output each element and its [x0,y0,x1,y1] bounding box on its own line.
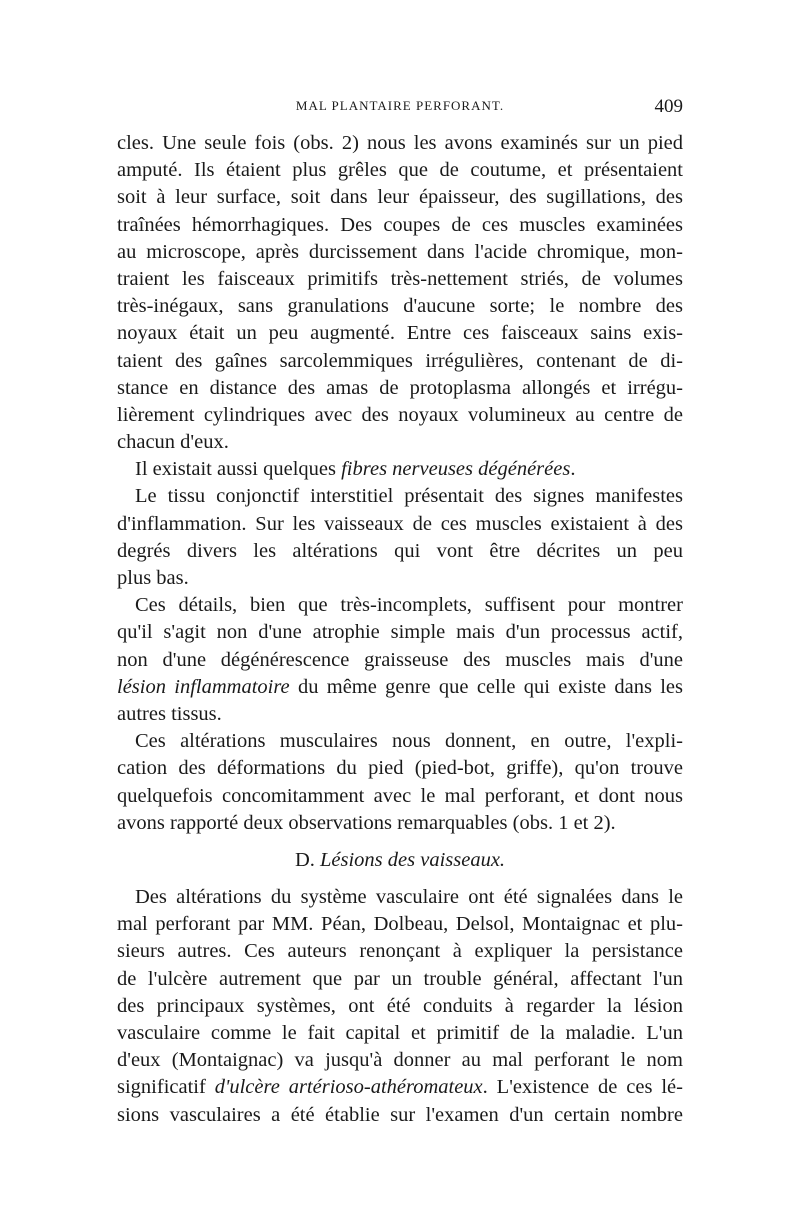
text-line [117,1074,683,1101]
text-run: . [570,458,576,481]
paragraph-6 [117,884,683,1129]
section-letter: D. [294,848,320,871]
running-title: MAL PLANTAIRE PERFORANT. [295,98,505,113]
paragraph-3 [117,483,683,592]
text-line: lièrement cylindriques avec des noyaux volumineux au centre de [117,403,683,426]
text-line: avons rapporté deux observations remarquables (obs. 1 et 2). [117,811,616,834]
text-run: . L'existence de ces lé- [482,1076,683,1099]
page-header [117,96,683,124]
text-line: mal perforant par MM. Péan, Dolbeau, Delsol, Montaignac et plu- [117,913,683,936]
paragraph-4 [117,592,683,728]
text-line: d'inflammation. Sur les vaisseaux de ces muscles existaient à des [117,512,683,535]
text-line: des principaux systèmes, ont été conduits à regarder la lésion [117,994,683,1017]
text-line: vasculaire comme le fait capital et primitif de la maladie. L'un [117,1022,683,1044]
text-line [117,674,683,701]
text-line: degrés divers les altérations qui vont être décrites un peu [117,539,683,562]
paragraph-2 [117,456,683,483]
text-line: Ces détails, bien que très-incomplets, suffisent pour montrer [135,594,683,617]
text-run: Il existait aussi quelques [135,458,342,481]
paragraph-5 [117,728,683,837]
section-title: Lésions des vaisseaux. [320,848,506,871]
text-run: significatif [117,1076,215,1099]
page-number: 409 [654,96,683,117]
text-line: amputé. Ils étaient plus grêles que de coutume, et présentaient [117,159,683,182]
text-line: de l'ulcère autrement que par un trouble général, affectant l'un [117,967,683,990]
text-line: quelquefois concomitamment avec le mal perforant, et dont nous [117,784,683,807]
text-line: traient les faisceaux primitifs très-nettement striés, de volumes [117,267,683,290]
text-line: stance en distance des amas de protoplasma allongés et irrégu- [117,376,683,399]
text-line: Le tissu conjonctif interstitiel présentait des signes manifestes [135,485,683,508]
text-line: traînées hémorrhagiques. Des coupes de ces muscles examinées [117,213,683,236]
italic-term: d'ulcère artérioso-athéromateux [214,1076,483,1099]
text-line: Des altérations du système vasculaire ont été signalées dans le [135,886,683,909]
paragraph-1 [117,130,683,456]
text-line: non d'une dégénérescence graisseuse des muscles mais d'une [117,648,683,671]
text-run: du même genre que celle qui existe dans les [289,675,683,698]
text-line: très-inégaux, sans granulations d'aucune sorte; le nombre des [117,295,683,318]
text-line: plus bas. [117,567,189,589]
text-line: chacun d'eux. [117,431,229,454]
text-line: noyaux était un peu augmenté. Entre ces faisceaux sains exis- [117,322,683,345]
text-line: soit à leur surface, soit dans leur épaisseur, des sugillations, des [117,186,683,209]
italic-term: lésion inflammatoire [117,675,290,698]
text-line: sions vasculaires a été établie sur l'examen d'un certain nombre [117,1103,683,1126]
text-line: qu'il s'agit non d'une atrophie simple mais d'un processus actif, [117,621,683,644]
text-line: taient des gaînes sarcolemmiques irrégulières, contenant de di- [117,349,683,372]
italic-term: fibres nerveuses dégénérées [341,458,571,481]
text-line: cation des déformations du pied (pied-bot, griffe), qu'on trouve [117,757,683,780]
text-line: d'eux (Montaignac) va jusqu'à donner au mal perforant le nom [117,1049,683,1072]
text-line: sieurs autres. Ces auteurs renonçant à expliquer la persistance [117,940,683,963]
text-line: au microscope, après durcissement dans l'acide chromique, mon- [117,240,683,263]
text-line: Ces altérations musculaires nous donnent, en outre, l'expli- [135,730,683,753]
text-line: cles. Une seule fois (obs. 2) nous les avons examinés sur un pied [117,132,683,154]
book-page [117,96,683,1129]
section-heading [117,847,683,874]
text-line: autres tissus. [117,702,222,725]
